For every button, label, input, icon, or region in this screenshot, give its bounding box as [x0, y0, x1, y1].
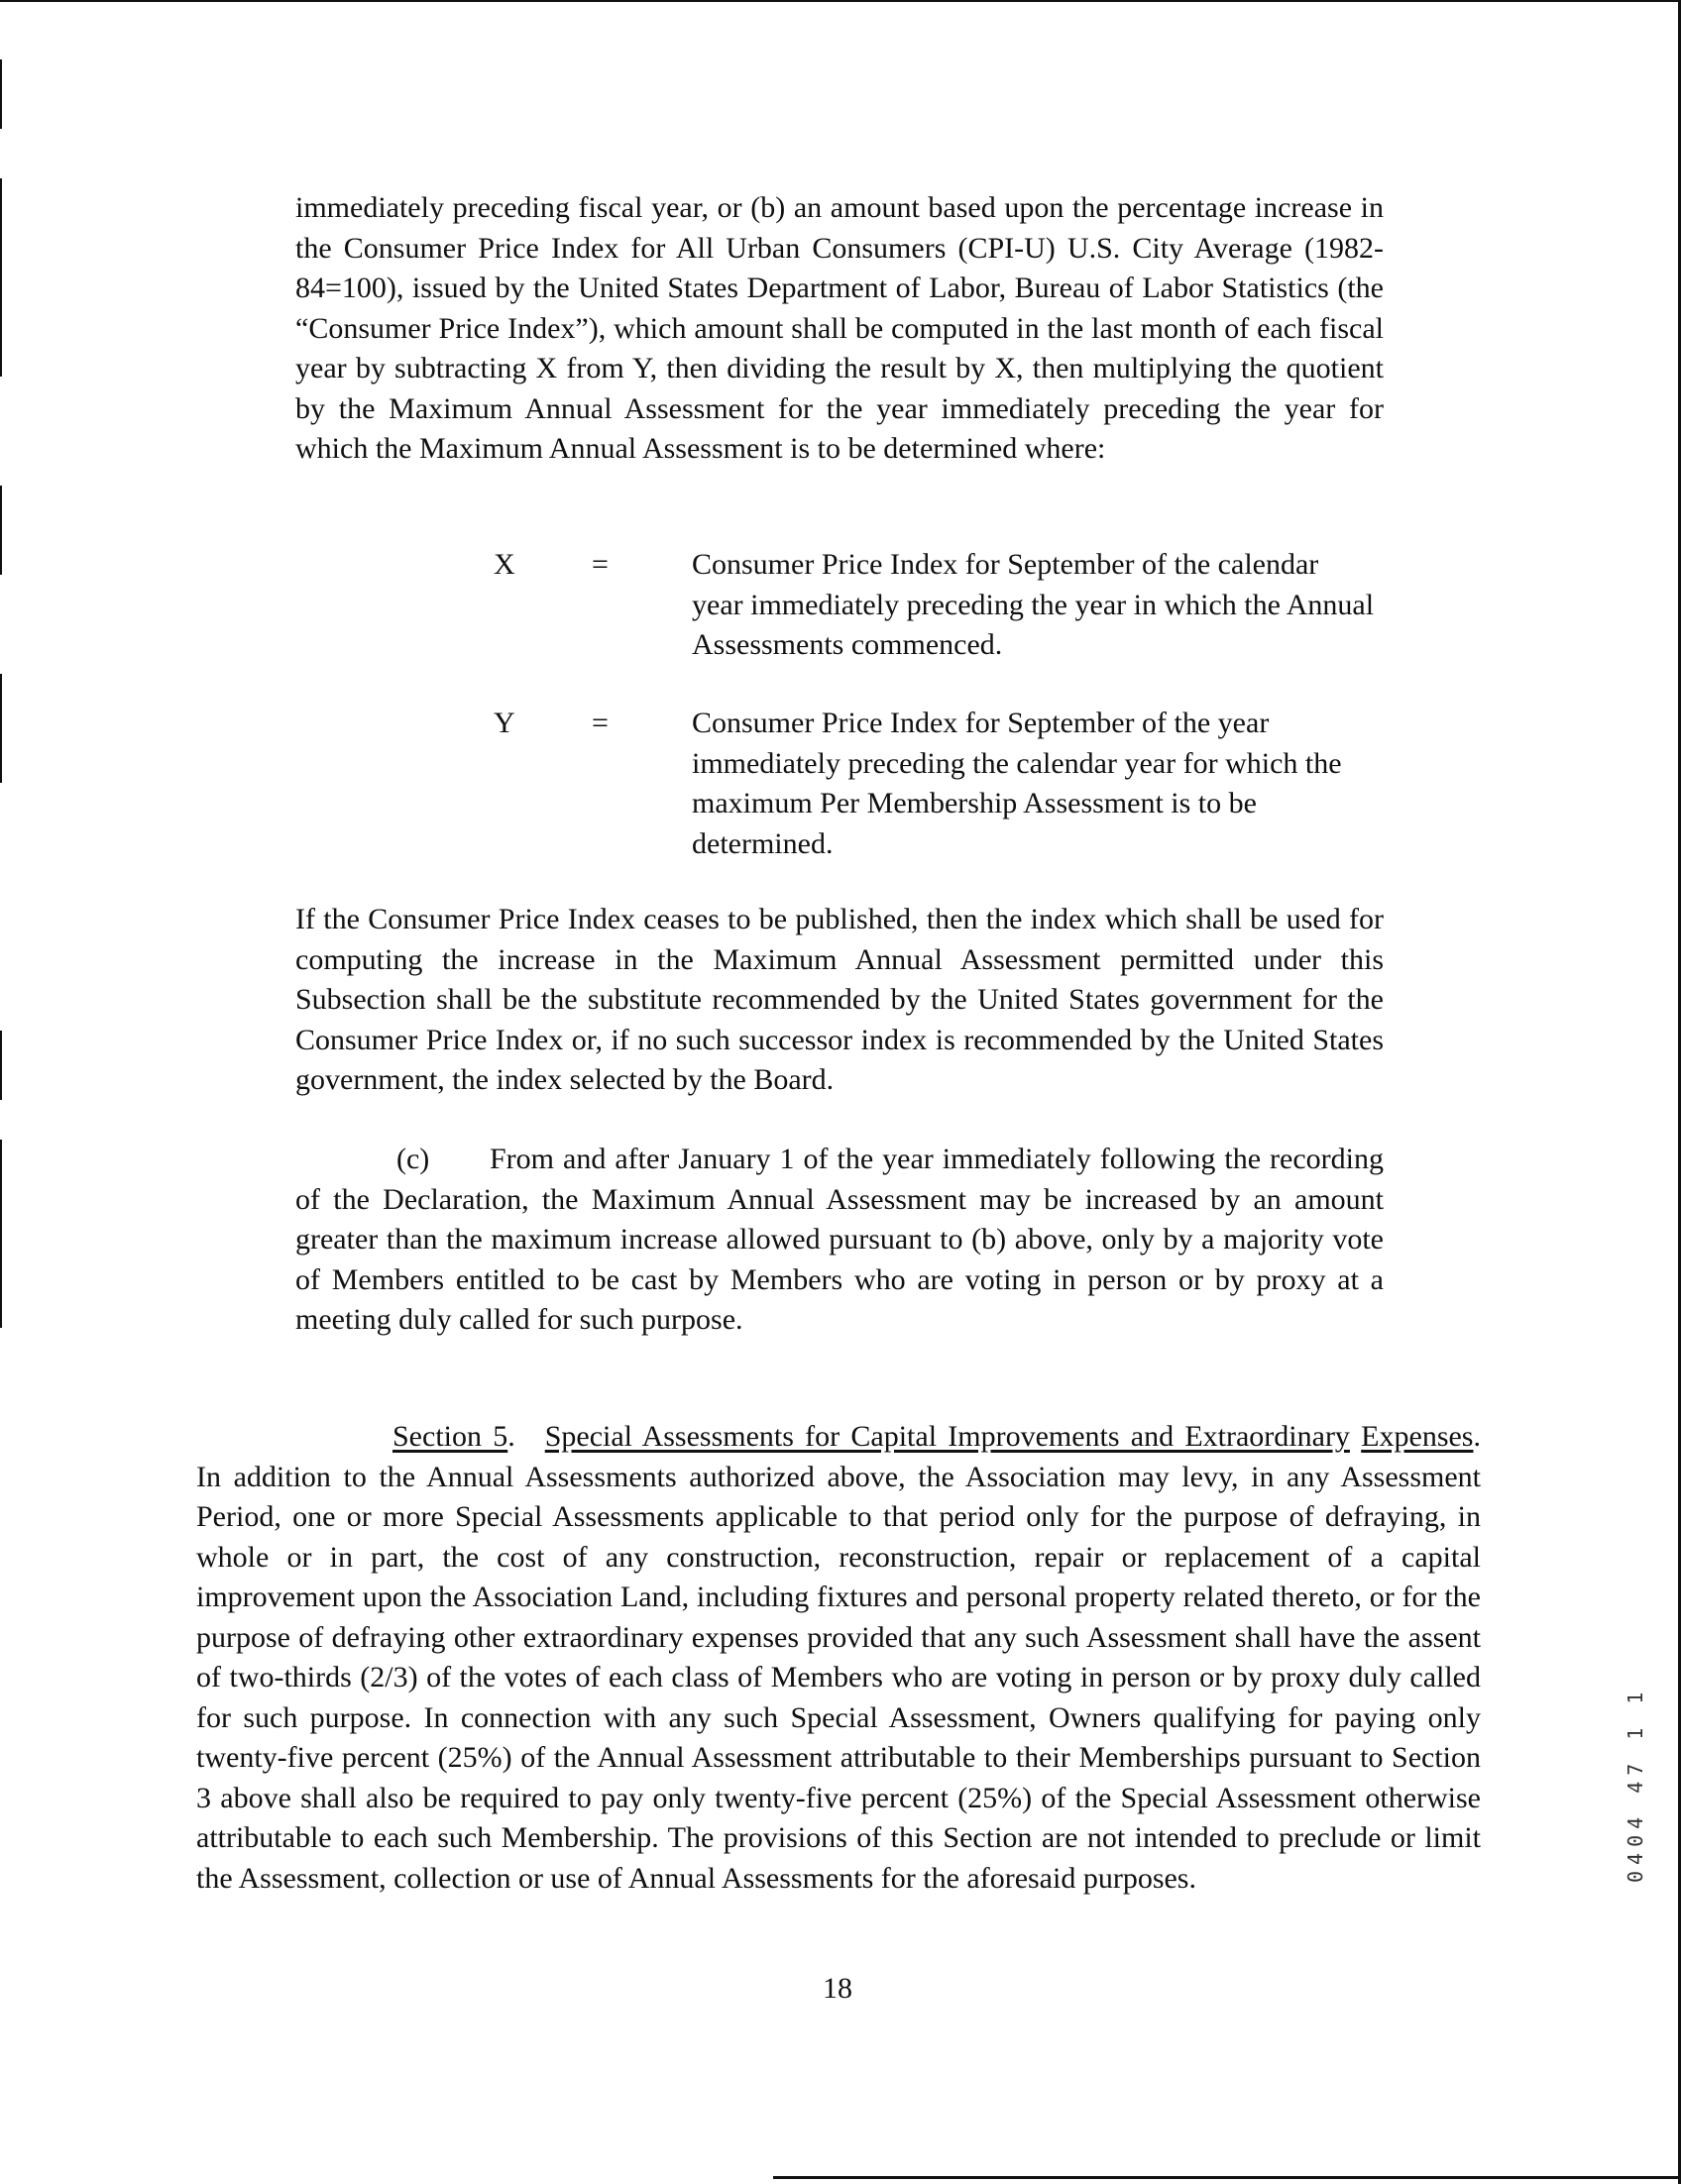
section-5-heading-part1: Special Assessments for Capital Improvements and Extraordinary: [544, 1420, 1350, 1453]
paragraph-cpi-computation: immediately preceding fiscal year, or (b) an amount based upon the percentage increase in the Consumer Price Index for All Urban Consumers (CPI-U) U.S. City Average (1982-84=100), issued by the United States Department of Labor, Bureau of Labor Statistics (the “Consumer Price Index”), which amount shall be computed in the last month of each fiscal year by subtracting X from Y, then dividing the result by X, then multiplying the quotient by the Maximum Annual Assessment for the year immediately preceding the year for which the Maximum Annual Assessment is to be determined where:: [295, 191, 1384, 465]
scan-mark-left-3: [0, 486, 2, 575]
scan-mark-left-1: [0, 59, 2, 129]
scan-mark-left-2: [0, 178, 2, 377]
scan-mark-left-4: [0, 674, 2, 783]
definition-y-variable: Y: [494, 707, 515, 739]
scan-edge-bottom: [773, 2176, 1681, 2179]
margin-document-code: 0404 47 1 1: [1624, 1686, 1647, 1883]
definition-x-text: Consumer Price Index for September of the calendar year immediately preceding the year in which the Annual Assessments commenced.: [692, 548, 1375, 661]
subsection-c-label: (c): [396, 1143, 430, 1175]
definition-y-text: Consumer Price Index for September of the year immediately preceding the calendar year for which the maximum Per Membership Assessment is to be determined.: [692, 707, 1342, 860]
section-5-block: Section 5. Special Assessments for Capital Improvements and Extraordinary Expenses. In addition to the Annual Assessments authorized above, the Association may levy, in any Assessment Period, one or more Special Assessments applicable to that period only for the purpose of defraying, in whole or in part, the cost of any construction, reconstruction, repair or replacement of a capital improvement upon the Association Land, including fixtures and personal property related thereto, or for the purpose of defraying other extraordinary expenses provided that any such Assessment shall have the assent of two-thirds (2/3) of the votes of each class of Members who are voting in person or by proxy duly called for such purpose. In connection with any such Special Assessment, Owners qualifying for paying only twenty-five percent (25%) of the Annual Assessment attributable to their Memberships pursuant to Section 3 above shall also be required to pay only twenty-five percent (25%) of the Special Assessment otherwise attributable to each such Membership. The provisions of this Section are not intended to preclude or limit the Assessment, collection or use of Annual Assessments for the aforesaid purposes.: [196, 1420, 1481, 1895]
section-5-label: Section 5: [392, 1420, 508, 1453]
section-5-heading-part2: Expenses: [1361, 1420, 1474, 1453]
definition-x-variable: X: [494, 548, 515, 581]
scan-edge-top: [0, 0, 1681, 2]
paragraph-subsection-c: From and after January 1 of the year immediately following the recording of the Declaration, the Maximum Annual Assessment may be increased by an amount greater than the maximum increase allowed pursuant to (b) above, only by a majority vote of Members entitled to be cast by Members who are voting in person or by proxy at a meeting duly called for such purpose.: [295, 1143, 1384, 1336]
definition-y-equals: =: [592, 707, 609, 739]
page-number: 18: [823, 1972, 852, 2005]
section-5-body: In addition to the Annual Assessments authorized above, the Association may levy, in any Assessment Period, one or more Special Assessments applicable to that period only for the purpose of defraying, in whole or in part, the cost of any construction, reconstruction, repair or replacement of a capital improvement upon the Association Land, including fixtures and personal property related thereto, or for the purpose of defraying other extraordinary expenses provided that any such Assessment shall have the assent of two-thirds (2/3) of the votes of each class of Members who are voting in person or by proxy duly called for such purpose. In connection with any such Special Assessment, Owners qualifying for paying only twenty-five percent (25%) of the Annual Assessment attributable to their Memberships pursuant to Section 3 above shall also be required to pay only twenty-five percent (25%) of the Special Assessment otherwise attributable to each such Membership. The provisions of this Section are not intended to preclude or limit the Assessment, collection or use of Annual Assessments for the aforesaid purposes.: [196, 1460, 1481, 1895]
scan-mark-left-6: [0, 1140, 2, 1328]
paragraph-substitute-index: If the Consumer Price Index ceases to be published, then the index which shall be used for computing the increase in the Maximum Annual Assessment permitted under this Subsection shall be the substitute recommended by the United States government for the Consumer Price Index or, if no such successor index is recommended by the United States government, the index selected by the Board.: [295, 903, 1384, 1096]
definition-x-equals: =: [592, 548, 609, 581]
scan-mark-left-5: [0, 1031, 2, 1100]
